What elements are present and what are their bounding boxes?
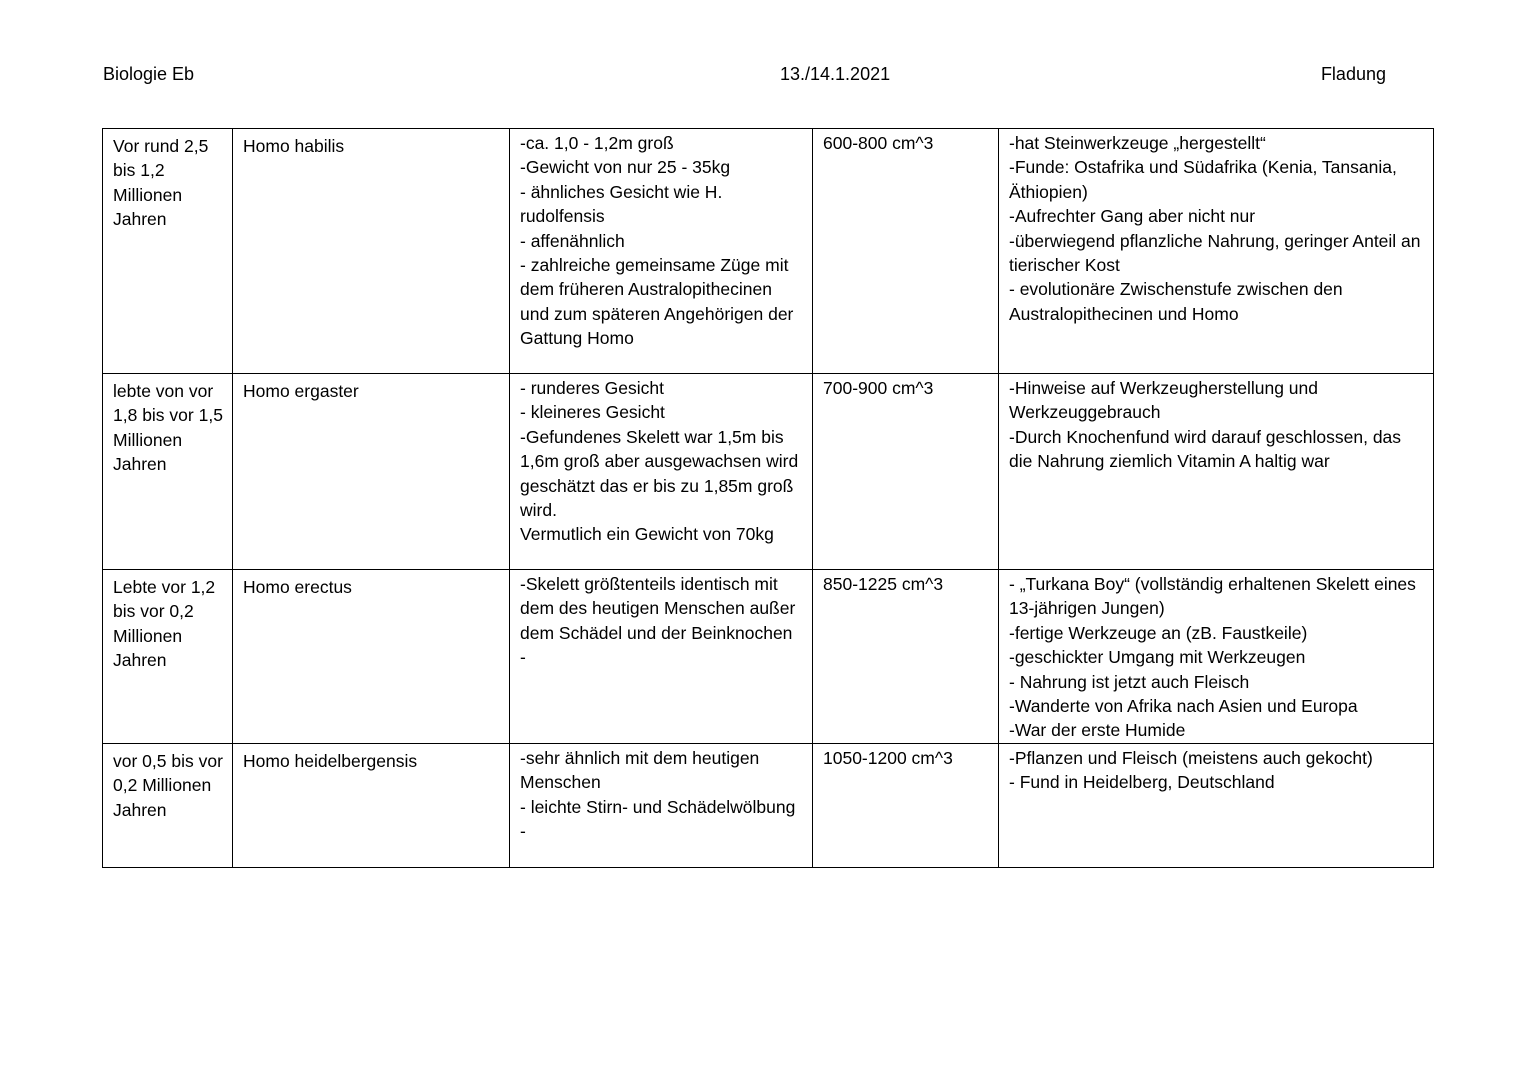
note-line: -überwiegend pflanzliche Nahrung, geringer Anteil an tierischer Kost (1009, 230, 1421, 276)
period-cell: Vor rund 2,5 bis 1,2 Millionen Jahren (103, 129, 233, 374)
header-author: Fladung (1320, 64, 1386, 84)
feature-line: - leichte Stirn- und Schädelwölbung (520, 796, 796, 817)
note-line: -Hinweise auf Werkzeugherstellung und Werkzeuggebrauch (1009, 378, 1319, 423)
notes-cell (999, 129, 1434, 374)
table-row (103, 129, 1434, 374)
note-line: -Funde: Ostafrika und Südafrika (Kenia, Tansania, Äthiopien) (1009, 157, 1397, 202)
feature-line: - runderes Gesicht (520, 378, 664, 398)
features-cell (510, 570, 813, 744)
note-line: -geschickter Umgang mit Werkzeugen (1009, 647, 1306, 668)
features-cell (510, 743, 813, 867)
note-line: -War der erste Humide (1009, 720, 1186, 741)
period-cell: lebte von vor 1,8 bis vor 1,5 Millionen Jahren (103, 374, 233, 570)
feature-line: -Gefundenes Skelett war 1,5m bis 1,6m groß aber ausgewachsen wird geschätzt das er bis zu 1,85m groß wird. (520, 426, 799, 521)
species-cell: Homo erectus (233, 570, 510, 744)
note-line: -Durch Knochenfund wird darauf geschlossen, das die Nahrung ziemlich Vitamin A haltig war (1009, 426, 1402, 472)
species-cell: Homo habilis (233, 129, 510, 374)
feature-line: - (520, 647, 526, 668)
period-cell: Lebte vor 1,2 bis vor 0,2 Millionen Jahren (103, 570, 233, 744)
brain-volume-cell: 1050-1200 cm^3 (813, 743, 999, 867)
note-line: -Pflanzen und Fleisch (meistens auch gekocht) (1009, 747, 1373, 768)
feature-line: Vermutlich ein Gewicht von 70kg (520, 524, 774, 545)
feature-line: - zahlreiche gemeinsame Züge mit dem früheren Australopithecinen und zum späteren Angehörigen der Gattung Homo (520, 255, 794, 349)
table-row (103, 570, 1434, 744)
note-line: -Aufrechter Gang aber nicht nur (1009, 206, 1256, 227)
note-line: -hat Steinwerkzeuge „hergestellt“ (1009, 133, 1266, 153)
notes-cell (999, 743, 1434, 867)
feature-line: - kleineres Gesicht (520, 402, 665, 423)
notes-cell (999, 374, 1434, 570)
period-cell: vor 0,5 bis vor 0,2 Millionen Jahren (103, 743, 233, 867)
species-cell: Homo heidelbergensis (233, 743, 510, 867)
hominin-table (102, 128, 1434, 868)
header-date: 13./14.1.2021 (780, 64, 891, 84)
feature-line: - (520, 821, 526, 842)
brain-volume-cell: 700-900 cm^3 (813, 374, 999, 570)
note-line: -Wanderte von Afrika nach Asien und Europa (1009, 696, 1358, 717)
species-cell: Homo ergaster (233, 374, 510, 570)
feature-line: -Skelett größtenteils identisch mit dem des heutigen Menschen außer dem Schädel und der Beinknochen (520, 574, 796, 643)
feature-line: - ähnliches Gesicht wie H. rudolfensis (520, 181, 723, 227)
table-row (103, 374, 1434, 570)
brain-volume-cell: 850-1225 cm^3 (813, 570, 999, 744)
brain-volume-cell: 600-800 cm^3 (813, 129, 999, 374)
note-line: - Nahrung ist jetzt auch Fleisch (1009, 671, 1250, 692)
feature-line: -ca. 1,0 - 1,2m groß (520, 133, 674, 153)
page-header (103, 64, 1386, 90)
note-line: - evolutionäre Zwischenstufe zwischen den Australopithecinen und Homo (1009, 279, 1343, 324)
note-line: - Fund in Heidelberg, Deutschland (1009, 772, 1275, 793)
table-row (103, 743, 1434, 867)
notes-cell (999, 570, 1434, 744)
feature-line: -Gewicht von nur 25 - 35kg (520, 157, 731, 178)
note-line: -fertige Werkzeuge an (zB. Faustkeile) (1009, 622, 1308, 643)
features-cell (510, 374, 813, 570)
features-cell (510, 129, 813, 374)
feature-line: -sehr ähnlich mit dem heutigen Menschen (520, 747, 760, 793)
header-subject: Biologie Eb (103, 64, 195, 84)
feature-line: - affenähnlich (520, 230, 625, 251)
note-line: - „Turkana Boy“ (vollständig erhaltenen Skelett eines 13-jährigen Jungen) (1009, 574, 1416, 619)
